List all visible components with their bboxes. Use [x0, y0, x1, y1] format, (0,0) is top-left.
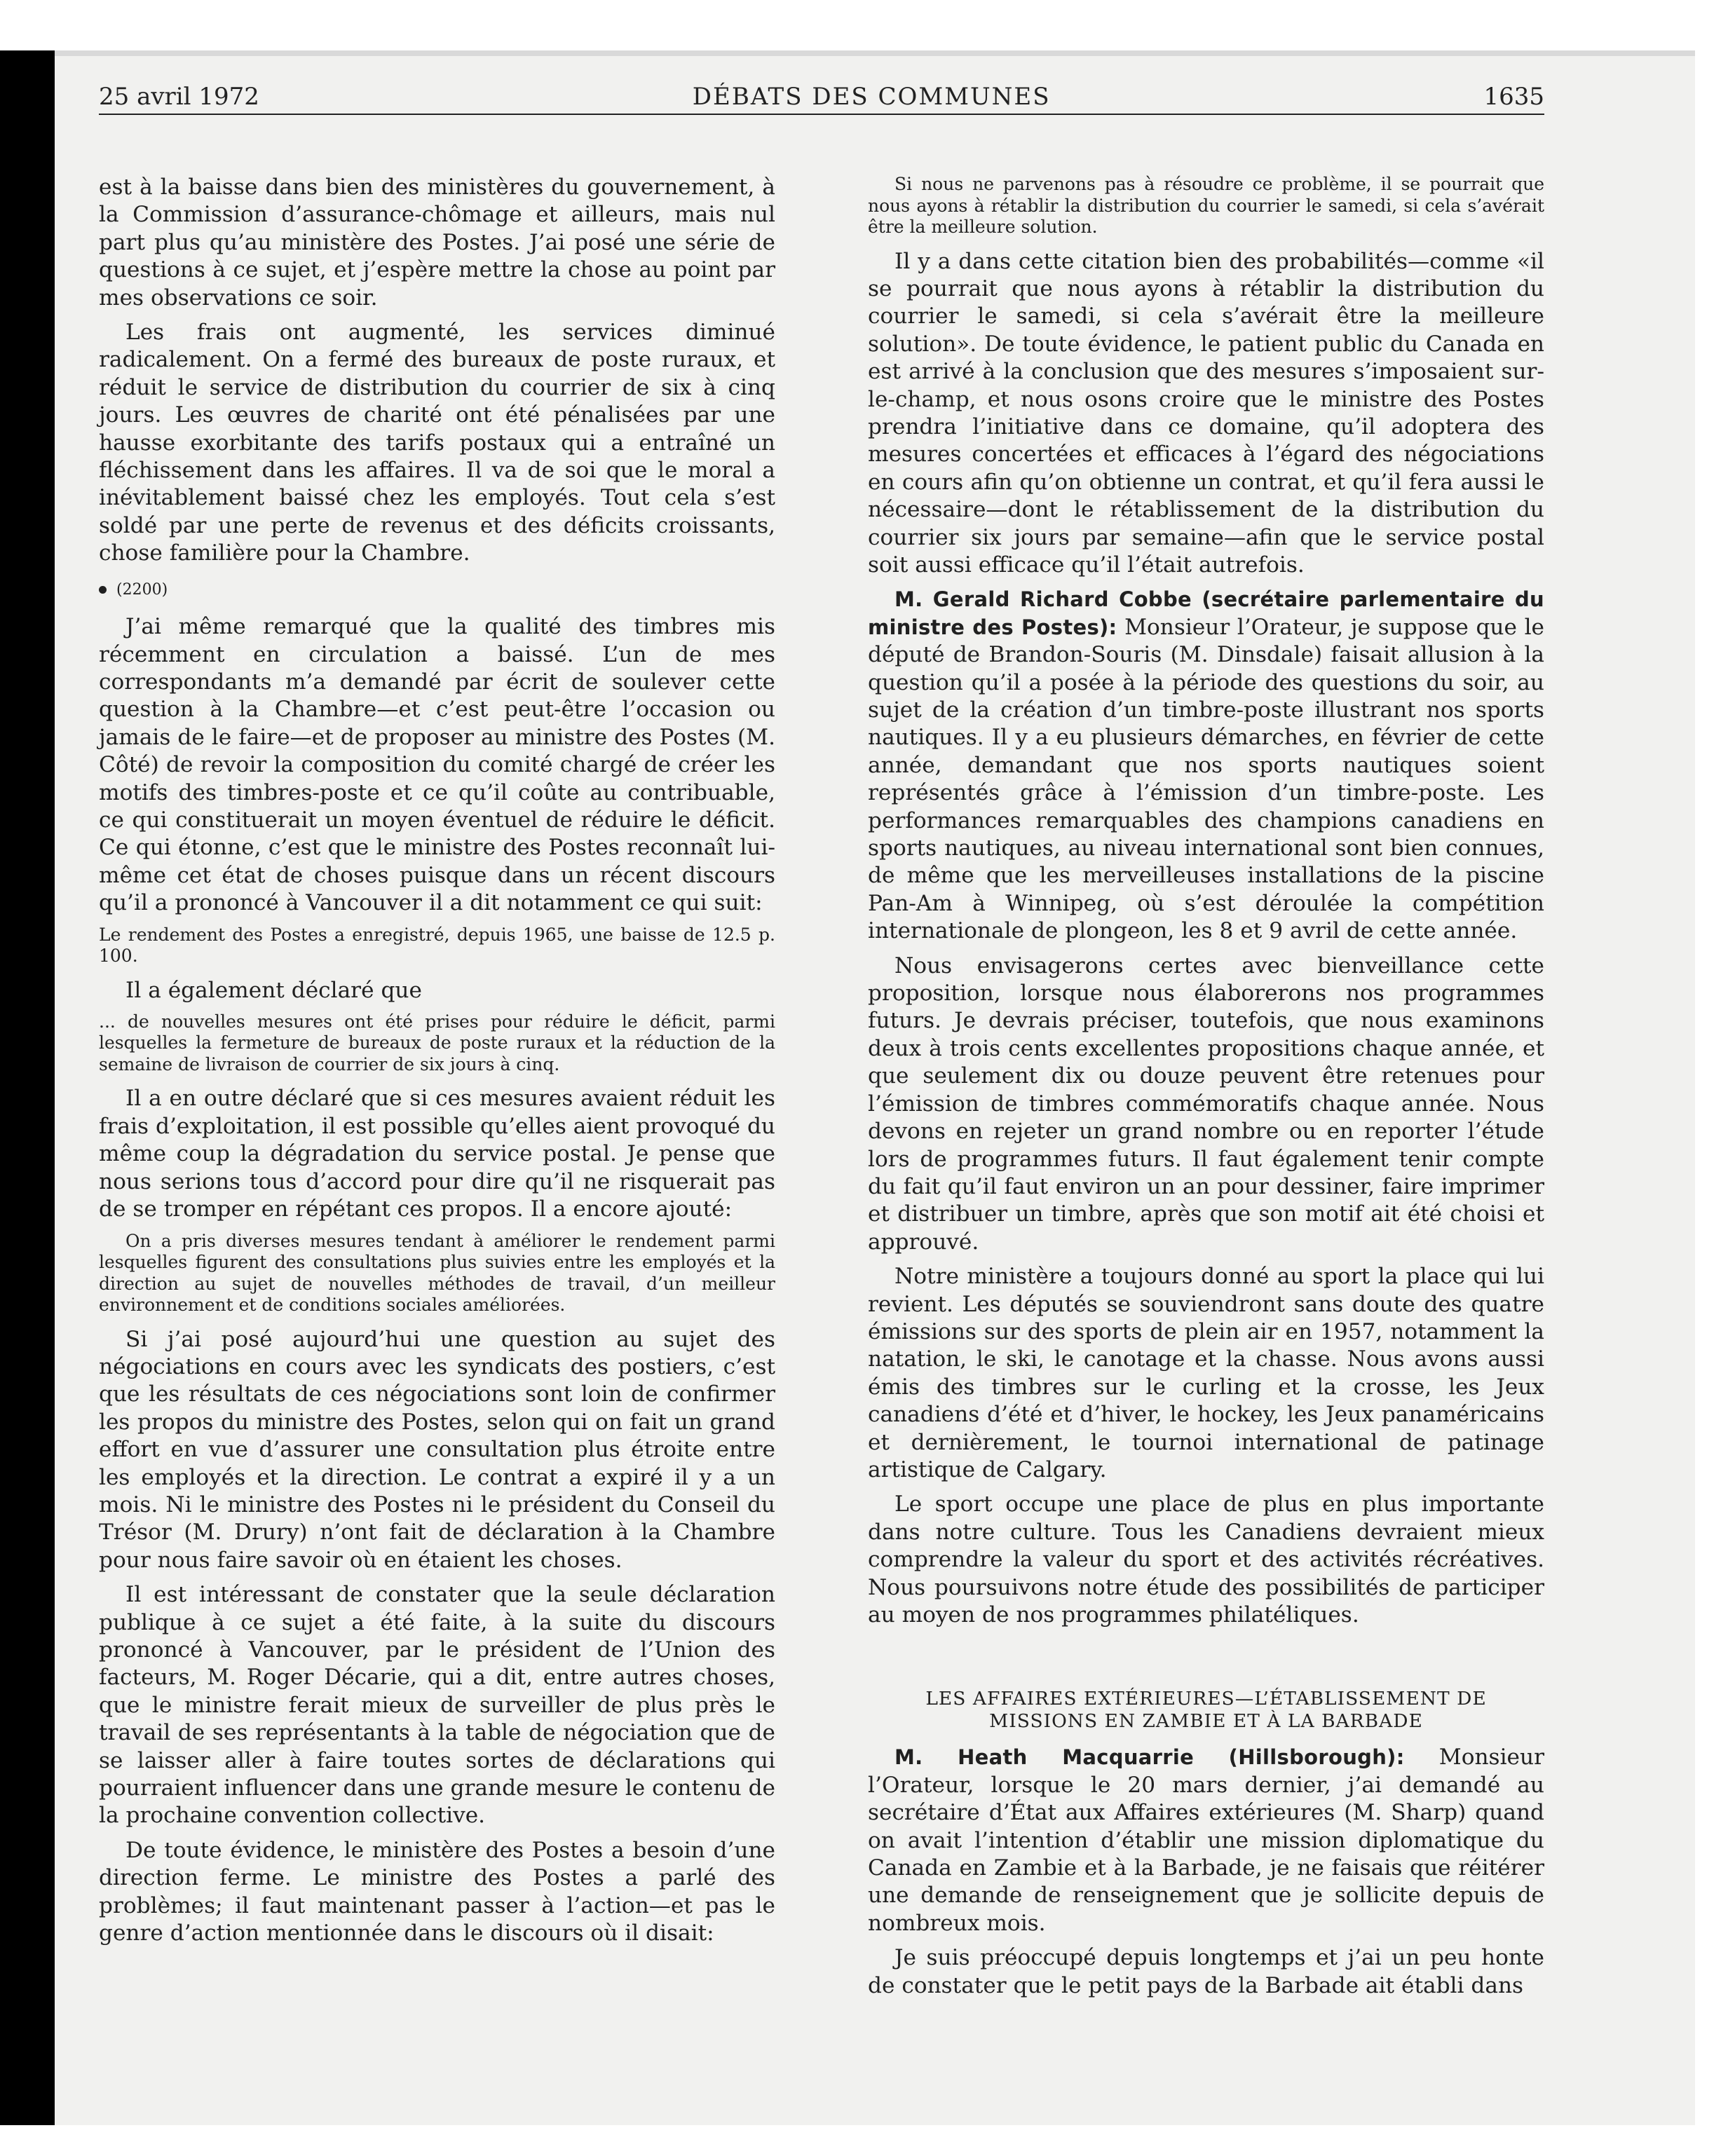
block-quote: Si nous ne parvenons pas à résoudre ce problème, il se pourrait que nous ayons à rétablir la distribution du courrier le samedi, si cela s’avérait être la meilleure solution.: [868, 174, 1544, 237]
header-title: DÉBATS DES COMMUNES: [692, 83, 1051, 111]
paragraph: De toute évidence, le ministère des Postes a besoin d’une direction ferme. Le ministre des Postes a parlé des problèmes; il faut maintenant passer à l’action—et pas le genre d’action mentionnée dans le discours où il disait:: [99, 1837, 775, 1946]
paragraph: Il est intéressant de constater que la seule déclaration publique à ce sujet a été faite, à la suite du discours prononcé à Vancouver, par le président de l’Union des facteurs, M. Roger Décarie, qui a dit, entre autres choses, que le ministre ferait mieux de surveiller de plus près le travail de ses représentants à la table de négociation que de se laisser aller à faire toutes sortes de déclarations qui pourraient influencer dans une grande mesure le contenu de la prochaine convention collective.: [99, 1582, 776, 1829]
time-marker-label: (2200): [116, 580, 168, 599]
speaker-name: M. Gerald Richard Cobbe (secrétaire parlementaire du ministre des Postes):: [868, 587, 1544, 639]
speaker-name: M. Heath Macquarrie (Hillsborough):: [894, 1745, 1405, 1770]
paragraph: est à la baisse dans bien des ministères du gouvernement, à la Commission d’assurance-chômage et ailleurs, mais nul part plus qu’au ministère des Postes. J’ai posé une série de questions à ce sujet, et j’espère mettre la chose au point par mes observations ce soir.: [99, 175, 775, 311]
scan-border-top: [55, 50, 1695, 56]
section-heading-line: LES AFFAIRES EXTÉRIEURES—L’ÉTABLISSEMENT DE: [925, 1688, 1487, 1710]
paragraph: Je suis préoccupé depuis longtemps et j’ai un peu honte de constater que le petit pays de la Barbade ait établi dans: [868, 1945, 1544, 1998]
time-marker: [99, 576, 775, 603]
paragraph: Il y a dans cette citation bien des probabilités—comme «il se pourrait que nous ayons à rétablir la distribution du courrier le samedi, si cela s’avérait être la meilleure solution». De toute évidence, le patient public du Canada en est arrivé à la conclusion que des mesures s’imposaient sur-le-champ, et nous osons croire que le ministre des Postes prendra l’initiative dans ce domaine, qu’il adoptera des mesures concertées et efficaces à l’égard des négociations en cours afin qu’on obtienne un contrat, et qu’il fera aussi le nécessaire—dont le rétablissement de la distribution du courrier six jours par semaine—afin que le service postal soit aussi efficace qu’il l’était autrefois.: [868, 248, 1544, 578]
speech-text: Monsieur l’Orateur, je suppose que le député de Brandon-Souris (M. Dinsdale) faisait allusion à la question qu’il a posée à la période des questions du soir, au sujet de la création d’un timbre-poste illustrant nos sports nautiques. Il y a eu plusieurs démarches, en février de cette année, demandant que nos sports nautiques soient représentés grâce à l’émission d’un timbre-poste. Les performances remarquables des champions canadiens en sports nautiques, au niveau international sont bien connues, de même que les merveilleuses installations de la piscine Pan-Am à Winnipeg, où s’est déroulée la compétition internationale de plongeon, les 8 et 9 avril de cette année.: [868, 614, 1544, 944]
section-heading-line: MISSIONS EN ZAMBIE ET À LA BARBADE: [989, 1710, 1423, 1733]
block-quote: ... de nouvelles mesures ont été prises pour réduire le déficit, parmi lesquelles la fermeture de bureaux de poste ruraux et la réduction de la semaine de livraison de courrier de six jours à cinq.: [99, 1011, 775, 1074]
speech-paragraph: [868, 586, 1544, 945]
paragraph: Le sport occupe une place de plus en plus importante dans notre culture. Tous les Canadiens devraient mieux comprendre la valeur du sport et des activités récréatives. Nous poursuivons notre étude des possibilités de participer au moyen de nos programmes philatéliques.: [868, 1492, 1544, 1628]
paragraph: Si j’ai posé aujourd’hui une question au sujet des négociations en cours avec les syndicats des postiers, c’est que les résultats de ces négociations sont loin de confirmer les propos du ministre des Postes, selon qui on fait un grand effort en vue d’assurer une consultation plus étroite entre les employés et la direction. Le contrat a expiré il y a un mois. Ni le ministre des Postes ni le président du Conseil du Trésor (M. Drury) n’ont fait de déclaration à la Chambre pour nous faire savoir où en étaient les choses.: [99, 1326, 775, 1573]
header-page-number: 1635: [1483, 83, 1544, 111]
speech-paragraph: [868, 1744, 1544, 1937]
paragraph: Il a en outre déclaré que si ces mesures avaient réduit les frais d’exploitation, il est possible qu’elles aient provoqué du même coup la dégradation du service postal. Je pense que nous serions tous d’accord pour dire qu’il ne risquerait pas de se tromper en répétant ces propos. Il a encore ajouté:: [99, 1086, 775, 1222]
speech-text: Monsieur l’Orateur, lorsque le 20 mars dernier, j’ai demandé au secrétaire d’État aux Affaires extérieures (M. Sharp) quand on avait l’intention d’établir une mission diplomatique du Canada en Zambie et à la Barbade, je ne faisais que réitérer une demande de renseignement que je sollicite depuis de nombreux mois.: [868, 1745, 1544, 1936]
block-quote: Le rendement des Postes a enregistré, depuis 1965, une baisse de 12.5 p. 100.: [99, 924, 775, 967]
left-column: [99, 174, 775, 1954]
paragraph: Notre ministère a toujours donné au sport la place qui lui revient. Les députés se souviendront sans doute des quatre émissions sur des sports de plein air en 1957, notamment la natation, le ski, le canotage et la chasse. Nous avons aussi émis des timbres sur le curling et la crosse, les Jeux canadiens d’été et d’hiver, le hockey, les Jeux panaméricains et dernièrement, le tournoi international de patinage artistique de Calgary.: [868, 1264, 1544, 1482]
block-quote: On a pris diverses mesures tendant à améliorer le rendement parmi lesquelles figurent des consultations plus suivies entre les employés et la direction au sujet de nouvelles méthodes de travail, d’un meilleur environnement et de conditions sociales améliorées.: [99, 1230, 775, 1315]
section-heading: [868, 1688, 1544, 1733]
running-header: [99, 83, 1544, 115]
paragraph: J’ai même remarqué que la qualité des timbres mis récemment en circulation a baissé. L’un de mes correspondants m’a demandé par écrit de soulever cette question à la Chambre—et c’est peut-être l’occasion ou jamais de le faire—et de proposer au ministre des Postes (M. Côté) de revoir la composition du comité chargé de créer les motifs des timbres-poste et ce qu’il coûte au contribuable, ce qui constituerait un moyen éventuel de réduire le déficit. Ce qui étonne, c’est que le ministre des Postes reconnaît lui-même cet état de choses puisque dans un récent discours qu’il a prononcé à Vancouver il a dit notamment ce qui suit:: [99, 614, 775, 916]
bullet-icon: [99, 586, 107, 594]
right-column: [868, 174, 1544, 2007]
paragraph: Les frais ont augmenté, les services diminué radicalement. On a fermé des bureaux de poste ruraux, et réduit le service de distribution du courrier de six à cinq jours. Les œuvres de charité ont été pénalisées par une hausse exorbitante des tarifs postaux qui a entraîné un fléchissement dans les affaires. Il va de soi que le moral a inévitablement baissé chez les employés. Tout cela s’est soldé par une perte de revenus et des déficits croissants, chose familière pour la Chambre.: [99, 320, 775, 566]
paragraph: Nous envisagerons certes avec bienveillance cette proposition, lorsque nous élaborerons nos programmes futurs. Je devrais préciser, toutefois, que nous examinons deux à trois cents excellentes propositions chaque année, et que seulement dix ou douze peuvent être retenues pour l’émission de timbres commémoratifs chaque année. Nous devons en rejeter un grand nombre ou en reporter l’étude lors de programmes futurs. Il faut également tenir compte du fait qu’il faut environ un an pour dessiner, faire imprimer et distribuer un timbre, après que son motif ait été choisi et approuvé.: [868, 953, 1544, 1255]
scan-border-left: [0, 50, 55, 2125]
header-date: 25 avril 1972: [99, 83, 259, 111]
paragraph: Il a également déclaré que: [125, 977, 422, 1003]
